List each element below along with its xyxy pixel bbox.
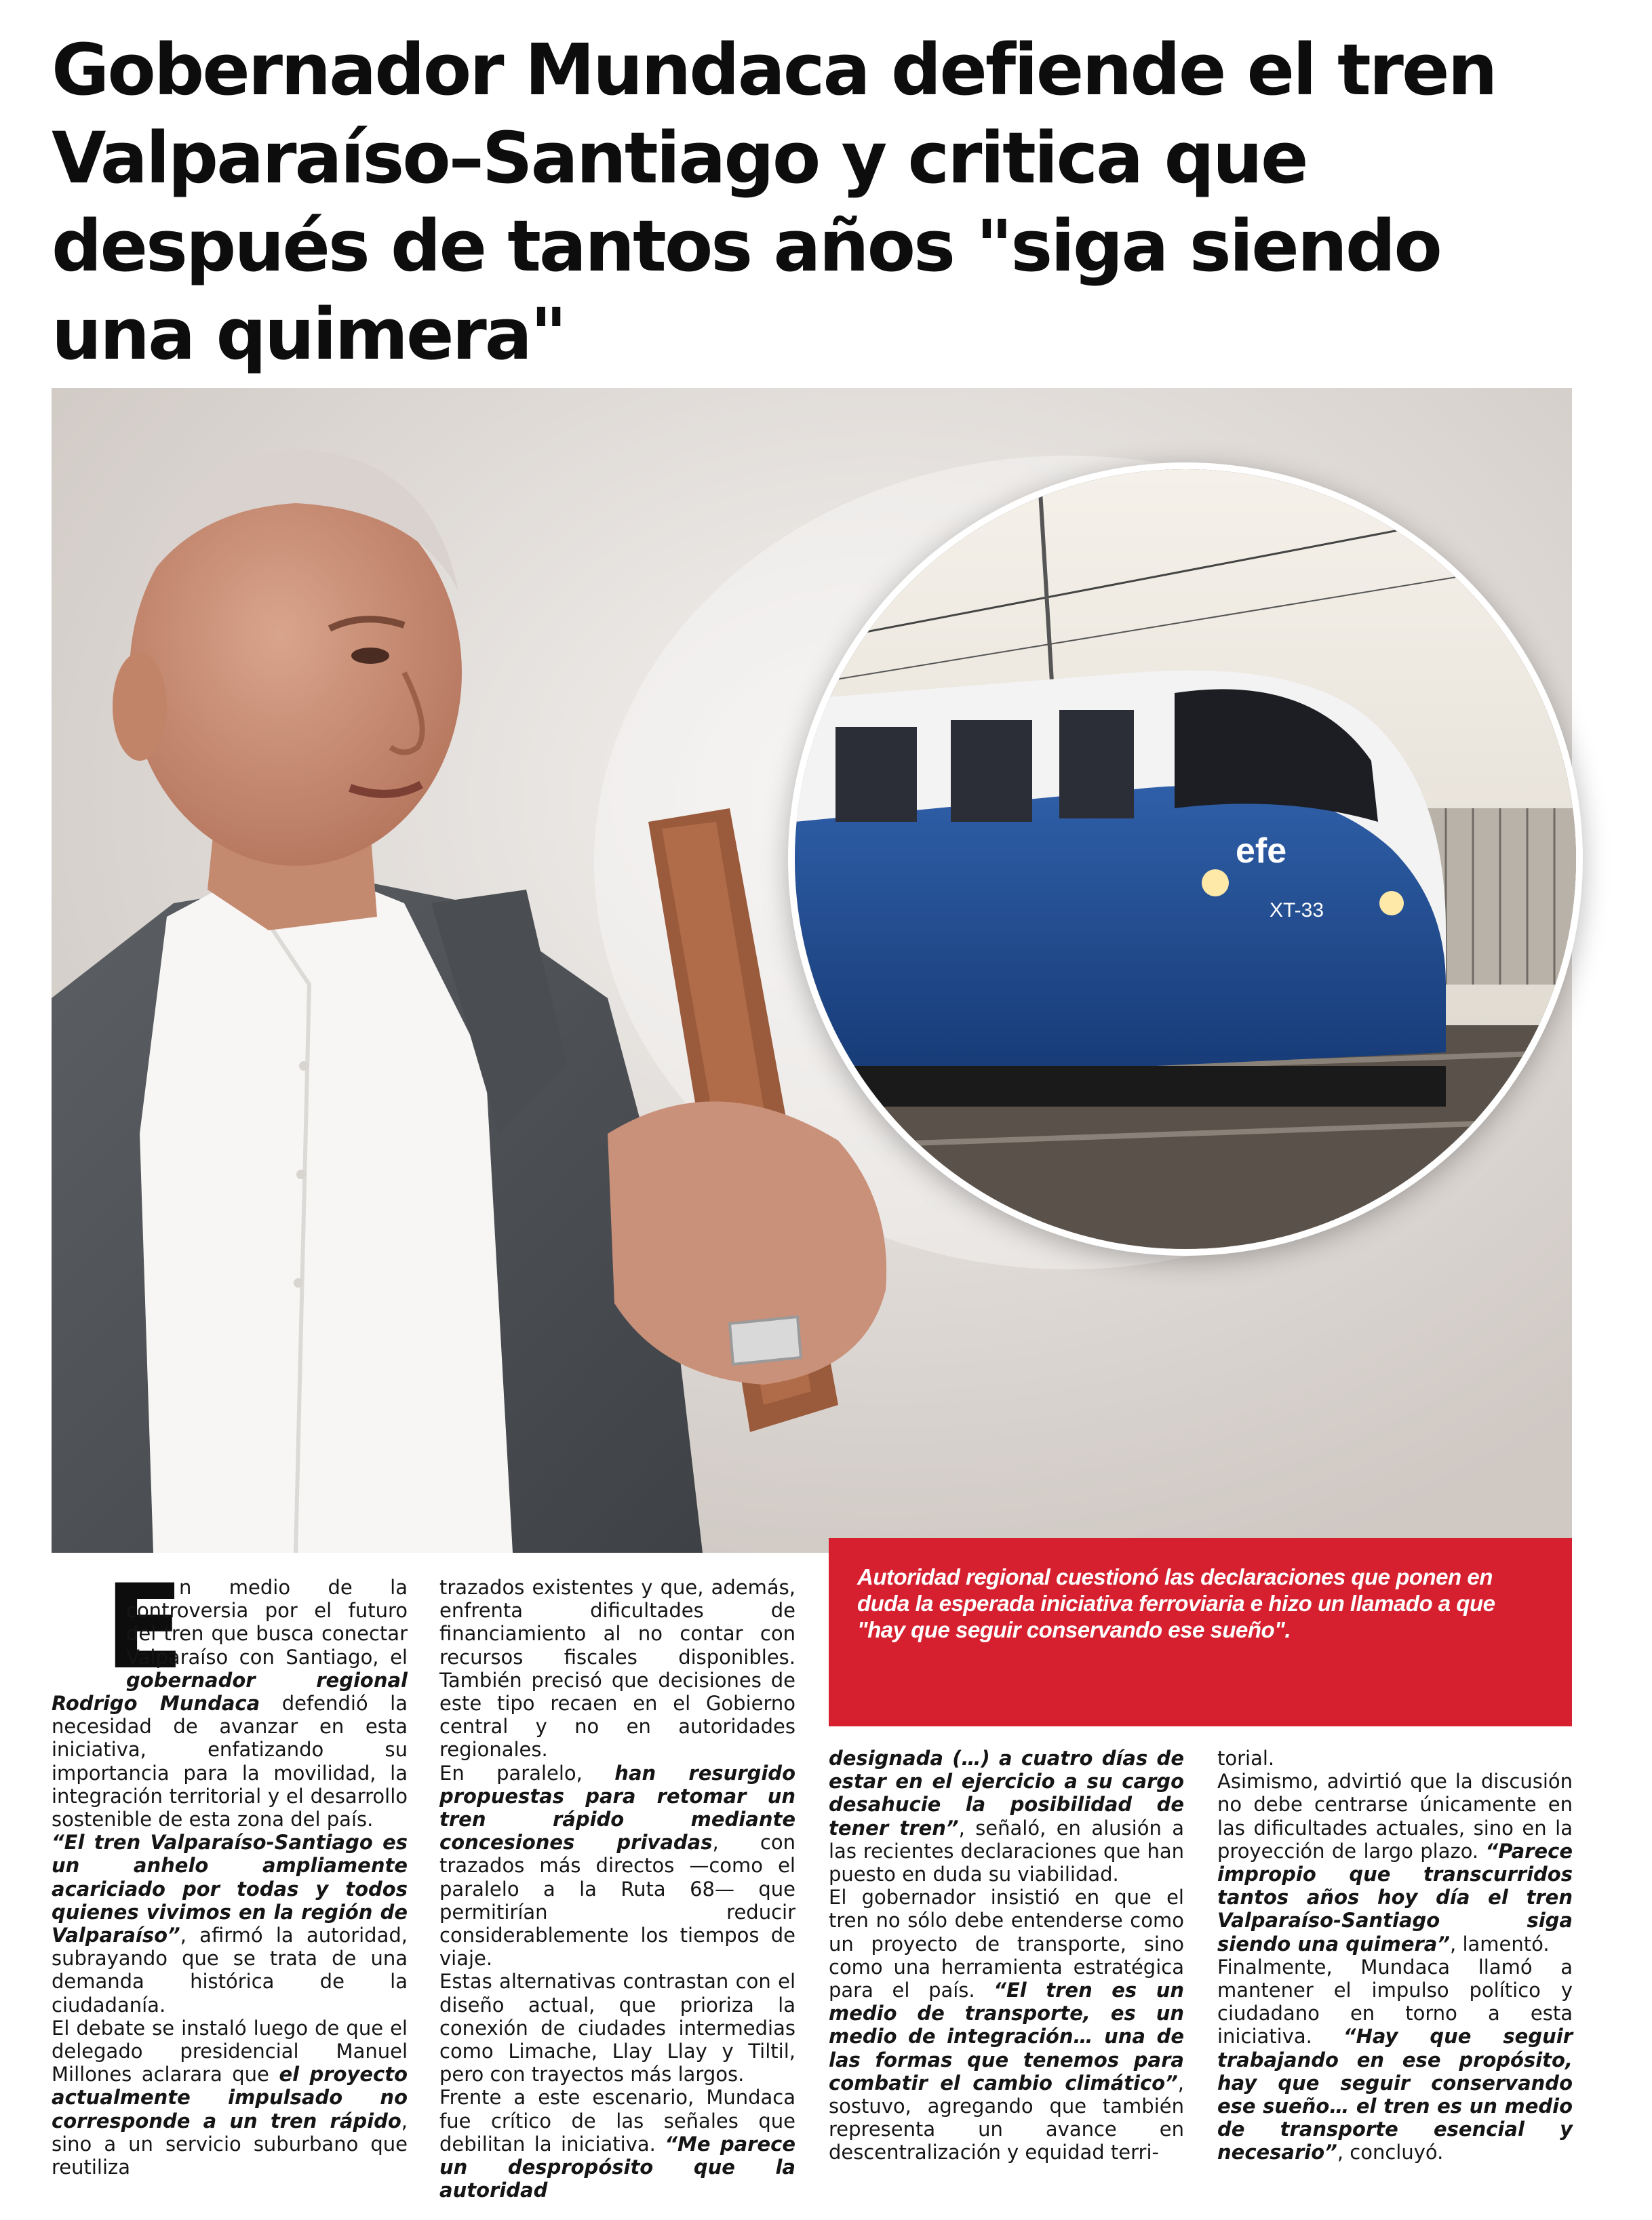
- paragraph: “El tren Valparaíso-Santiago es un anhelo ampliamente acariciado por todas y todos quienes vivimos en la región de Valparaíso”, afirmó la autoridad, subrayando que se trata de una demanda histórica de la ciudadanía.: [52, 1831, 408, 2017]
- paragraph: Asimismo, advirtió que la discusión no debe centrarse únicamente en las dificultades actuales, sino en la proyección de largo plazo. “Parece impropio que transcurridos tantos años hoy día el tren Valparaíso-Santiago siga siendo una quimera”, lamentó.: [1217, 1770, 1573, 1956]
- body-column-1: [52, 1559, 408, 2179]
- paragraph: designada (…) a cuatro días de estar en el ejercicio a su cargo desahucie la posibilidad de tener tren”, señaló, en alusión a las recientes declaraciones que han puesto en duda su viabilidad.: [829, 1747, 1184, 1886]
- paragraph: En paralelo, han resurgido propuestas para retomar un tren rápido mediante concesiones privadas, con trazados más directos —como el paralelo a la Ruta 68— que permitirían reducir considerablemente los tiempos de viaje.: [439, 1761, 795, 1970]
- headline: Gobernador Mundaca defiende el tren Valparaíso–Santiago y critica que después de tantos años "siga siendo una quimera": [52, 28, 1496, 376]
- paragraph: E n medio de la controversia por el futuro del tren que busca conectar Valparaíso con Santiago, el gobernador regional Rodrigo Mundaca defendió la necesidad de avanzar en esta iniciativa, enfatizando su importancia para la movilidad, la integración territorial y el desarrollo sostenible de esta zona del país.: [52, 1559, 408, 1831]
- drop-cap: E: [104, 1559, 184, 1695]
- paragraph: trazados existentes y que, además, enfrenta dificultades de financiamiento al no contar con recursos fiscales disponibles. También precisó que decisiones de este tipo recaen en el Gobierno central y no en autoridades regionales.: [439, 1576, 795, 1762]
- paragraph: Frente a este escenario, Mundaca fue crítico de las señales que debilitan la iniciativa. “Me parece un despropósito que la autoridad: [439, 2086, 795, 2202]
- body-column-2: [439, 1576, 795, 2202]
- paragraph: Finalmente, Mundaca llamó a mantener el impulso político y ciudadano en torno a esta iniciativa. “Hay que seguir trabajando en ese propósito, hay que seguir conservando ese sueño… el tren es un medio de transporte esencial y necesario”, concluyó.: [1217, 1955, 1573, 2164]
- body-column-4: [1217, 1747, 1573, 2164]
- train-inset-photo: [788, 462, 1583, 1256]
- deck-text: Autoridad regional cuestionó las declaraciones que ponen en duda la esperada iniciativa ferroviaria e hizo un llamado a que "hay que seguir conservando ese sueño".: [857, 1564, 1495, 1642]
- paragraph: Estas alternativas contrastan con el diseño actual, que prioriza la conexión de ciudades intermedias como Limache, Llay Llay y Tiltil, pero con trayectos más largos.: [439, 1970, 795, 2086]
- train-logo: efe: [1236, 831, 1287, 871]
- paragraph: torial.: [1217, 1747, 1275, 1770]
- deck-callout: [829, 1538, 1572, 1726]
- paragraph: El gobernador insistió en que el tren no sólo debe entenderse como un proyecto de transporte, sino como una herramienta estratégica para el país. “El tren es un medio de transporte, es un medio de integración… una de las formas que tenemos para combatir el cambio climático”, sostuvo, agregando que también representa un avance en descentralización y equidad terri-: [829, 1886, 1184, 2164]
- train-number: XT-33: [1270, 899, 1324, 921]
- paragraph: El debate se instaló luego de que el delegado presidencial Manuel Millones aclarara que el proyecto actualmente impulsado no corresponde a un tren rápido, sino a un servicio suburbano que reutiliza: [52, 2016, 408, 2179]
- body-column-3: [829, 1747, 1184, 2164]
